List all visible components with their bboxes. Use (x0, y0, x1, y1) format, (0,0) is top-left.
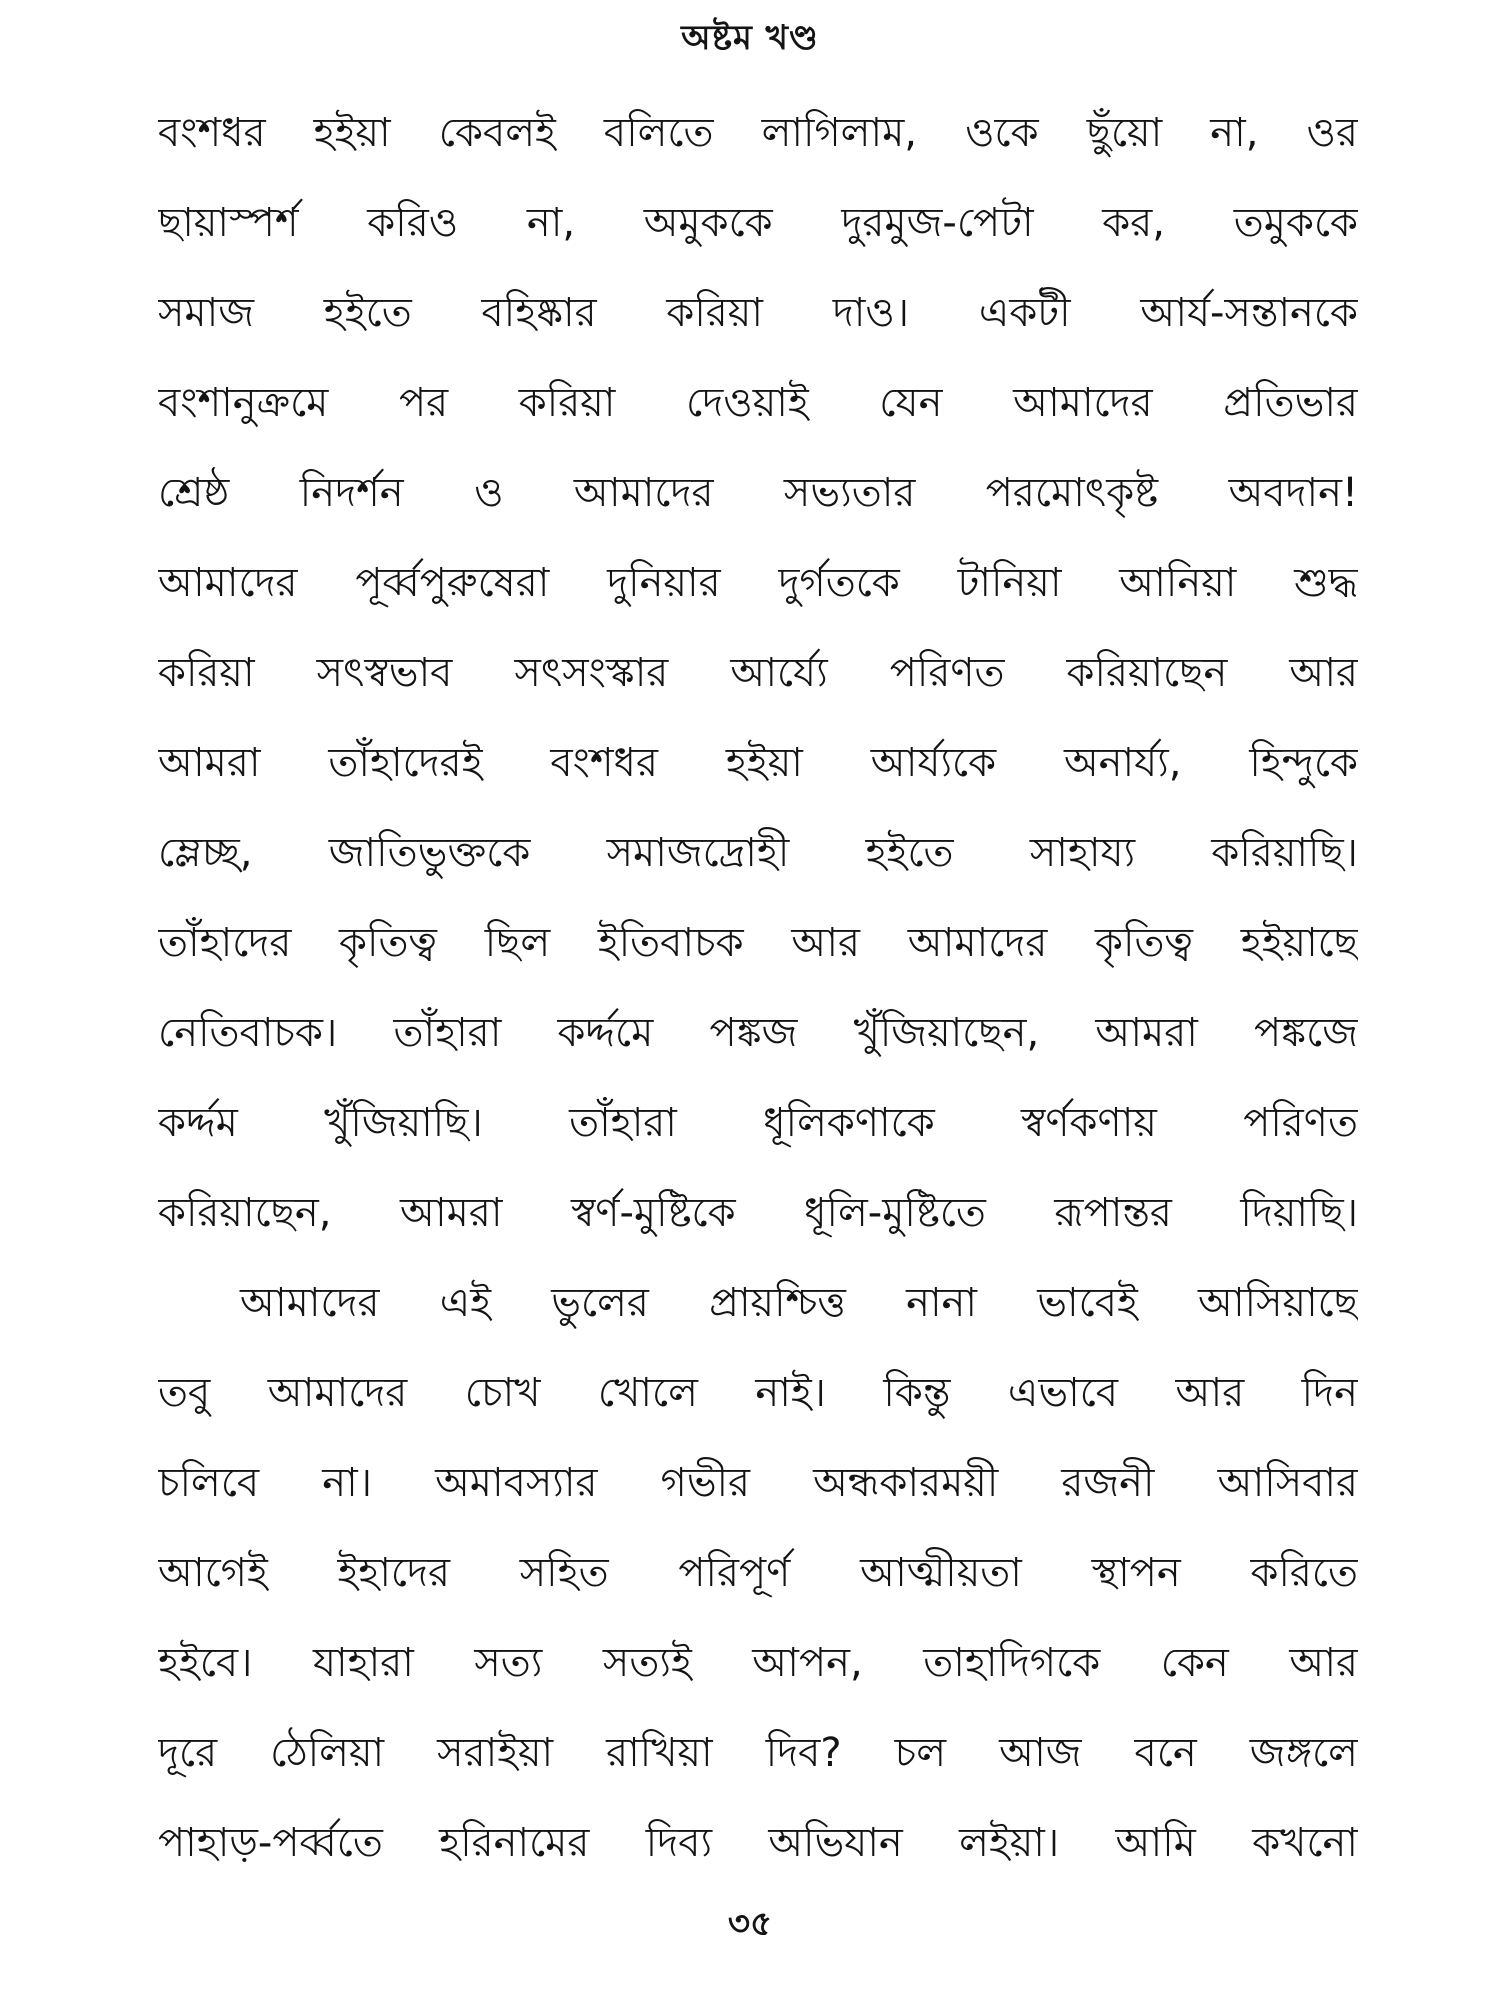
running-title: অষ্টম খণ্ড (681, 18, 819, 58)
body-text (158, 88, 1358, 1888)
text-line: ম্লেচ্ছ, জাতিভুক্তকে সমাজদ্রোহী হইতে সাহায্য করিয়াছি। (158, 830, 1358, 876)
text-line: হইবে। যাহারা সত্য সত্যই আপন, তাহাদিগকে কেন আর (158, 1640, 1358, 1686)
text-line: আমরা তাঁহাদেরই বংশধর হইয়া আর্য্যকে অনার্য্য, হিন্দুকে (158, 740, 1358, 786)
text-line: চলিবে না। অমাবস্যার গভীর অন্ধকারময়ী রজনী আসিবার (158, 1460, 1358, 1506)
page-number: ৩৫ (727, 1904, 773, 1944)
text-line: বংশধর হইয়া কেবলই বলিতে লাগিলাম, ওকে ছুঁয়ো না, ওর (158, 110, 1358, 156)
text-line: সমাজ হইতে বহিষ্কার করিয়া দাও। একটী আর্য-সন্তানকে (158, 290, 1358, 336)
text-line: করিয়া সৎস্বভাব সৎসংস্কার আর্য্যে পরিণত করিয়াছেন আর (158, 650, 1358, 696)
text-line: দূরে ঠেলিয়া সরাইয়া রাখিয়া দিব? চল আজ বনে জঙ্গলে (158, 1730, 1358, 1776)
text-line: বংশানুক্রমে পর করিয়া দেওয়াই যেন আমাদের প্রতিভার (158, 380, 1358, 426)
paragraph-first-line: আমাদের এই ভুলের প্রায়শ্চিত্ত নানা ভাবেই আসিয়াছে (240, 1280, 1358, 1326)
text-line: কর্দ্দম খুঁজিয়াছি। তাঁহারা ধূলিকণাকে স্বর্ণকণায় পরিণত (158, 1100, 1358, 1146)
text-line: আগেই ইহাদের সহিত পরিপূর্ণ আত্মীয়তা স্থাপন করিতে (158, 1550, 1358, 1596)
text-line: করিয়াছেন, আমরা স্বর্ণ-মুষ্টিকে ধূলি-মুষ্টিতে রূপান্তর দিয়াছি। (158, 1190, 1358, 1236)
text-line: তবু আমাদের চোখ খোলে নাই। কিন্তু এভাবে আর দিন (158, 1370, 1358, 1416)
text-line: পাহাড়-পর্ব্বতে হরিনামের দিব্য অভিযান লইয়া। আমি কখনো (158, 1820, 1358, 1866)
text-line: ছায়াস্পর্শ করিও না, অমুককে দুরমুজ-পেটা কর, তমুককে (158, 200, 1358, 246)
text-line: আমাদের পূর্ব্বপুরুষেরা দুনিয়ার দুর্গতকে টানিয়া আনিয়া শুদ্ধ (158, 560, 1358, 606)
text-line: শ্রেষ্ঠ নিদর্শন ও আমাদের সভ্যতার পরমোৎকৃষ্ট অবদান! (158, 470, 1358, 516)
text-line: তাঁহাদের কৃতিত্ব ছিল ইতিবাচক আর আমাদের কৃতিত্ব হইয়াছে (158, 920, 1358, 966)
text-line: নেতিবাচক। তাঁহারা কর্দ্দমে পঙ্কজ খুঁজিয়াছেন, আমরা পঙ্কজে (158, 1010, 1358, 1056)
